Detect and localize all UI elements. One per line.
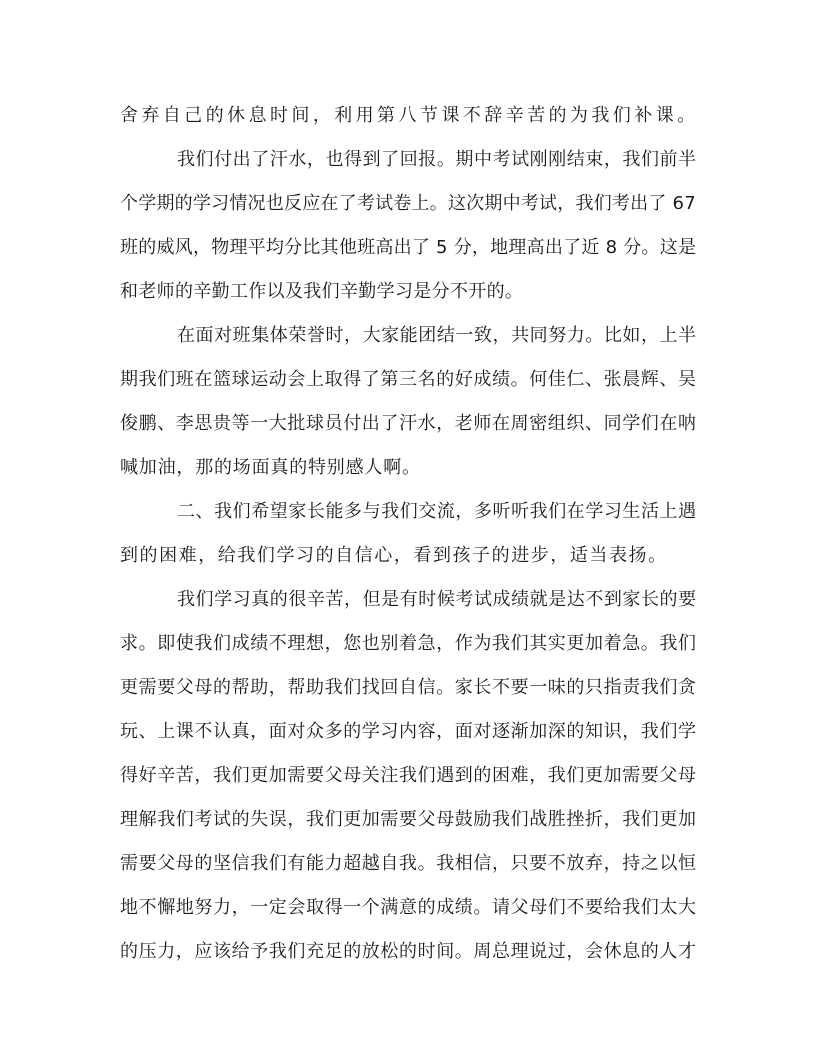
paragraph-first-line: 我们付出了汗水，也得到了回报。期中考试刚刚结束，我们前半 — [177, 149, 697, 170]
paragraph-first-line: 二、我们希望家长能多与我们交流，多听听我们在学习生活上遇 — [177, 501, 697, 522]
text-line: 到的困难，给我们学习的自信心，看到孩子的进步，适当表扬。 — [120, 545, 668, 566]
text-line: 地不懈地努力，一定会取得一个满意的成绩。请父母们不要给我们太大 — [120, 897, 697, 918]
text-line: 舍弃自己的休息时间，利用第八节课不辞辛苦的为我们补课。 — [120, 105, 699, 126]
text-line: 个学期的学习情况也反应在了考试卷上。这次期中考试，我们考出了 67 — [120, 193, 696, 214]
text-line: 的压力，应该给予我们充足的放松的时间。周总理说过，会休息的人才 — [120, 941, 697, 962]
text-line: 更需要父母的帮助，帮助我们找回自信。家长不要一味的只指责我们贪 — [120, 677, 697, 698]
paragraph-first-line: 在面对班集体荣誉时，大家能团结一致，共同努力。比如，上半 — [177, 325, 697, 346]
text-line: 玩、上课不认真，面对众多的学习内容，面对逐渐加深的知识，我们学 — [120, 721, 697, 742]
text-line: 理解我们考试的失误，我们更加需要父母鼓励我们战胜挫折，我们更加 — [120, 809, 697, 830]
text-line: 得好辛苦，我们更加需要父母关注我们遇到的困难，我们更加需要父母 — [120, 765, 697, 786]
text-line: 喊加油，那的场面真的特别感人啊。 — [120, 457, 421, 478]
text-line: 和老师的辛勤工作以及我们辛勤学习是分不开的。 — [120, 281, 524, 302]
paragraph-first-line: 我们学习真的很辛苦，但是有时候考试成绩就是达不到家长的要 — [177, 589, 697, 610]
text-line: 期我们班在篮球运动会上取得了第三名的好成绩。何佳仁、张晨辉、吴 — [120, 369, 697, 390]
text-line: 班的威风，物理平均分比其他班高出了 5 分，地理高出了近 8 分。这是 — [120, 237, 697, 258]
text-line: 俊鹏、李思贵等一大批球员付出了汗水，老师在周密组织、同学们在呐 — [120, 413, 697, 434]
text-line: 求。即使我们成绩不理想，您也别着急，作为我们其实更加着急。我们 — [120, 633, 697, 654]
text-line: 需要父母的坚信我们有能力超越自我。我相信，只要不放弃，持之以恒 — [120, 853, 697, 874]
